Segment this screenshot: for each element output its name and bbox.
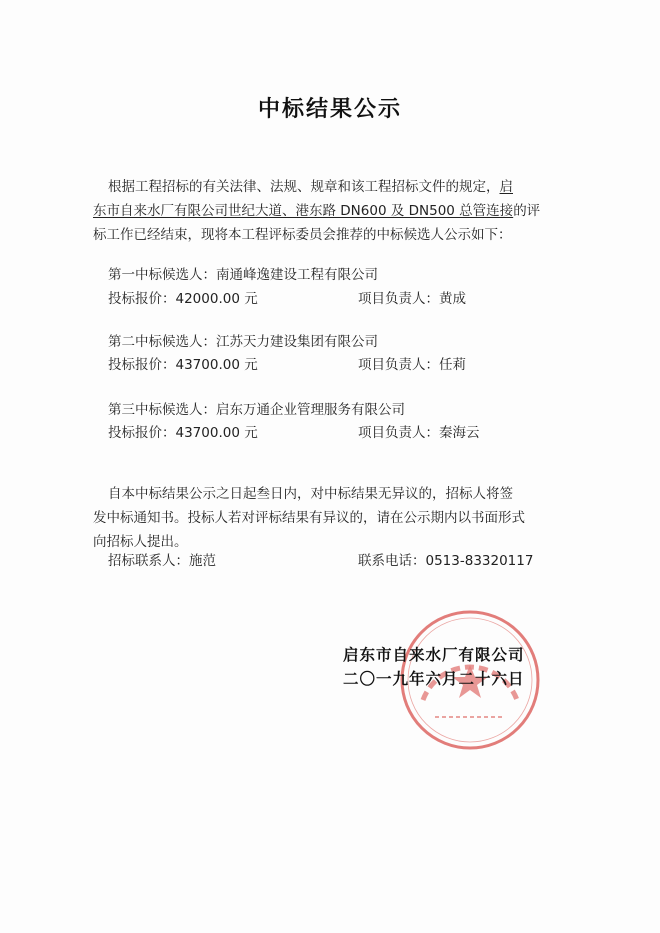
contact-phone-row [358,550,533,572]
candidate-1-manager: 黄成 [439,291,466,307]
contact-person: 施范 [189,553,216,569]
candidate-1-price-row [108,288,568,310]
candidate-1-row [108,264,568,286]
candidate-1-name: 南通峰逸建设工程有限公司 [216,267,378,283]
candidate-1-price-label: 投标报价： [108,291,176,307]
notice-line-2: 发中标通知书。投标人若对评标结果有异议的，请在公示期内以书面形式 [93,510,525,526]
candidate-3-manager-row [358,422,480,444]
candidate-1-manager-label: 项目负责人： [358,291,439,307]
candidate-2-rank: 第二中标候选人： [108,334,216,350]
intro-line-2 [93,199,588,223]
candidate-2-manager: 任莉 [439,357,466,373]
candidate-2-manager-row [358,354,466,376]
intro-line-1 [108,175,588,199]
page-title: 中标结果公示 [257,97,402,122]
intro-text-1: 根据工程招标的有关法律、法规、规章和该工程招标文件的规定， [108,179,500,195]
candidate-3-price-label: 投标报价： [108,425,176,441]
candidate-1-rank: 第一中标候选人： [108,267,216,283]
intro-line-3: 标工作已经结束，现将本工程评标委员会推荐的中标候选人公示如下： [93,227,512,243]
candidate-2-price-row [108,354,568,376]
contact-phone-label: 联系电话： [358,553,426,569]
notice-line-1: 自本中标结果公示之日起叁日内，对中标结果无异议的，招标人将签 [108,486,513,502]
candidate-2-price-label: 投标报价： [108,357,176,373]
intro-company-start: 启 [499,179,513,195]
notice-paragraph [93,482,588,554]
candidate-2-row [108,331,568,353]
contact-phone: 0513-83320117 [425,553,534,569]
candidate-3-manager-label: 项目负责人： [358,425,439,441]
candidate-3-price: 43700.00 元 [175,425,258,441]
candidate-3-row [108,399,568,421]
candidate-3-manager: 秦海云 [439,425,480,441]
candidate-3-rank: 第三中标候选人： [108,402,216,418]
intro-company: 东市自来水厂有限公司 [93,203,228,219]
candidate-1-manager-row [358,288,466,310]
candidate-3-price-row [108,422,568,444]
candidate-3-name: 启东万通企业管理服务有限公司 [216,402,405,418]
candidate-2-name: 江苏天力建设集团有限公司 [216,334,378,350]
intro-text-2: 的评 [513,203,541,219]
intro-project: 世纪大道、港东路 DN600 及 DN500 总管连接 [228,203,514,219]
signature-company: 启东市自来水厂有限公司 [343,646,525,664]
intro-paragraph [93,175,588,247]
contact-person-label: 招标联系人： [108,553,189,569]
notice-line-3: 向招标人提出。 [93,534,188,550]
candidate-1-price: 42000.00 元 [175,291,258,307]
candidate-2-manager-label: 项目负责人： [358,357,439,373]
signature-date: 二〇一九年六月二十六日 [343,670,525,688]
candidate-2-price: 43700.00 元 [175,357,258,373]
